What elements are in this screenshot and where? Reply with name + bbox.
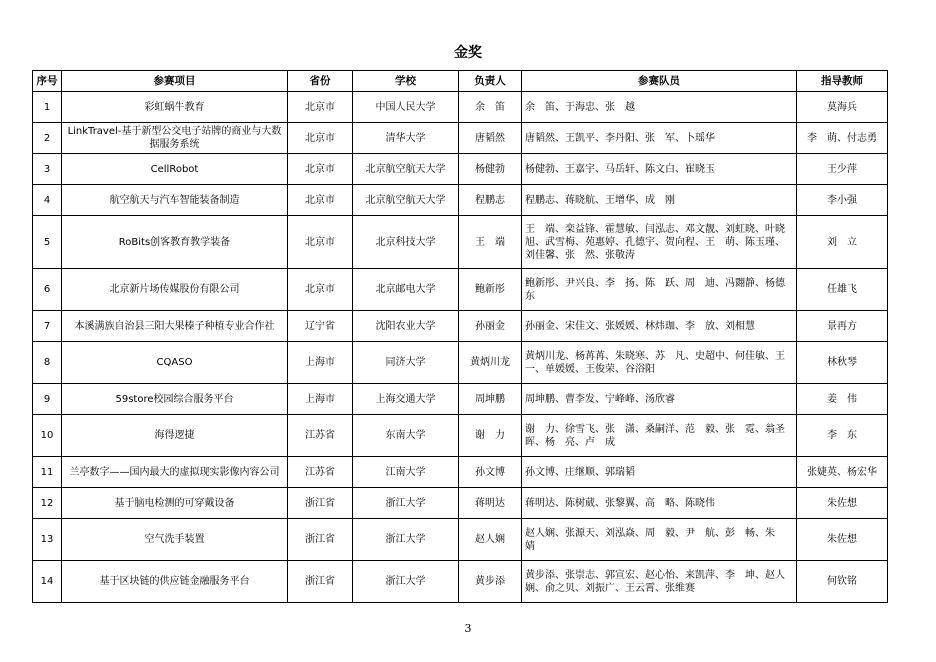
cell-advisor: 李 萌、付志勇	[797, 123, 888, 154]
cell-no: 14	[33, 561, 62, 603]
cell-project: 本溪满族自治县三阳大果榛子种植专业合作社	[62, 311, 288, 342]
cell-school: 上海交通大学	[353, 384, 459, 415]
cell-members: 杨健勃、王嘉宇、马岳轩、陈文白、崔晓玉	[522, 154, 797, 185]
table-row	[33, 342, 888, 384]
cell-school: 浙江大学	[353, 488, 459, 519]
cell-province: 北京市	[288, 269, 353, 311]
page-title: 金奖	[454, 45, 482, 61]
cell-province: 辽宁省	[288, 311, 353, 342]
cell-leader: 鲍新彤	[459, 269, 522, 311]
cell-province: 上海市	[288, 384, 353, 415]
cell-province: 浙江省	[288, 519, 353, 561]
cell-project: RoBits创客教育教学装备	[62, 216, 288, 269]
cell-advisor: 任雄飞	[797, 269, 888, 311]
cell-leader: 周坤鹏	[459, 384, 522, 415]
cell-no: 10	[33, 415, 62, 457]
cell-members: 赵人娴、张源天、刘泓焱、周 毅、尹 航、彭 畅、朱 婧	[522, 519, 797, 561]
cell-project: 基于区块链的供应链金融服务平台	[62, 561, 288, 603]
cell-members: 孙丽金、宋佳文、张媛媛、林炜珈、李 放、刘相慧	[522, 311, 797, 342]
cell-leader: 孙文博	[459, 457, 522, 488]
cell-province: 江苏省	[288, 457, 353, 488]
cell-province: 江苏省	[288, 415, 353, 457]
page-number: 3	[464, 622, 472, 635]
cell-members: 谢 力、徐雪飞、张 潇、桑嗣洋、范 毅、张 霓、翁圣晖、杨 亮、卢 成	[522, 415, 797, 457]
cell-project: 兰亭数字——国内最大的虚拟现实影像内容公司	[62, 457, 288, 488]
cell-project: 空气洗手装置	[62, 519, 288, 561]
cell-school: 北京航空航天大学	[353, 154, 459, 185]
cell-project: 59store校园综合服务平台	[62, 384, 288, 415]
cell-province: 浙江省	[288, 488, 353, 519]
table-row	[33, 123, 888, 154]
cell-school: 北京航空航天大学	[353, 185, 459, 216]
cell-province: 北京市	[288, 154, 353, 185]
cell-province: 浙江省	[288, 561, 353, 603]
table-row	[33, 92, 888, 123]
cell-school: 清华大学	[353, 123, 459, 154]
cell-province: 北京市	[288, 185, 353, 216]
table-row	[33, 311, 888, 342]
cell-members: 孙文博、庄继顺、郭瑞韬	[522, 457, 797, 488]
table-row	[33, 185, 888, 216]
header-row	[33, 71, 888, 92]
cell-leader: 蒋明达	[459, 488, 522, 519]
cell-advisor: 刘 立	[797, 216, 888, 269]
cell-school: 东南大学	[353, 415, 459, 457]
cell-members: 鲍新彤、尹兴良、李 扬、陈 跃、周 迪、冯翾静、杨德东	[522, 269, 797, 311]
cell-project: LinkTravel-基于新型公交电子站牌的商业与大数据服务系统	[62, 123, 288, 154]
cell-members: 程鹏志、蒋晓航、王增华、成 刚	[522, 185, 797, 216]
table-row	[33, 216, 888, 269]
cell-no: 1	[33, 92, 62, 123]
cell-province: 北京市	[288, 92, 353, 123]
table-row	[33, 519, 888, 561]
cell-project: 海得逻捷	[62, 415, 288, 457]
cell-no: 11	[33, 457, 62, 488]
col-header-project: 参赛项目	[62, 71, 288, 92]
cell-no: 7	[33, 311, 62, 342]
cell-project: 航空航天与汽车智能装备制造	[62, 185, 288, 216]
cell-school: 浙江大学	[353, 519, 459, 561]
cell-advisor: 王少萍	[797, 154, 888, 185]
cell-advisor: 何钦铭	[797, 561, 888, 603]
cell-members: 王 端、栾益锋、霍慧敏、闫泓志、邓文靓、刘虹晓、叶晓旭、武雪梅、苑惠婷、孔德宇、贺向程、王 萌、陈玉瑾、刘佳馨、张 然、张敬涛	[522, 216, 797, 269]
cell-school: 浙江大学	[353, 561, 459, 603]
col-header-members: 参赛队员	[522, 71, 797, 92]
cell-project: 北京新片场传媒股份有限公司	[62, 269, 288, 311]
cell-no: 12	[33, 488, 62, 519]
awards-table	[32, 70, 888, 603]
table-row	[33, 561, 888, 603]
cell-members: 黄步添、张崇志、郭宣宏、赵心怡、来凯萍、李 坤、赵人娴、俞之贝、刘振广、王云霄、张维赛	[522, 561, 797, 603]
col-header-no: 序号	[33, 71, 62, 92]
cell-leader: 赵人娴	[459, 519, 522, 561]
cell-province: 上海市	[288, 342, 353, 384]
cell-no: 9	[33, 384, 62, 415]
cell-members: 周坤鹏、曹李发、宁峰峰、汤欣睿	[522, 384, 797, 415]
cell-advisor: 李 东	[797, 415, 888, 457]
cell-leader: 孙丽金	[459, 311, 522, 342]
cell-leader: 余 笛	[459, 92, 522, 123]
cell-province: 北京市	[288, 123, 353, 154]
cell-school: 北京科技大学	[353, 216, 459, 269]
cell-school: 中国人民大学	[353, 92, 459, 123]
table-row	[33, 384, 888, 415]
col-header-advisor: 指导教师	[797, 71, 888, 92]
cell-advisor: 莫海兵	[797, 92, 888, 123]
cell-project: 彩虹蜗牛教育	[62, 92, 288, 123]
cell-advisor: 李小强	[797, 185, 888, 216]
cell-no: 8	[33, 342, 62, 384]
cell-advisor: 朱佐想	[797, 488, 888, 519]
table-row	[33, 488, 888, 519]
cell-members: 唐韬然、王凯平、李丹阳、张 军、卜瑶华	[522, 123, 797, 154]
cell-leader: 程鹏志	[459, 185, 522, 216]
cell-advisor: 景再方	[797, 311, 888, 342]
cell-advisor: 张婕英、杨宏华	[797, 457, 888, 488]
cell-no: 4	[33, 185, 62, 216]
cell-leader: 王 端	[459, 216, 522, 269]
cell-project: 基于脑电检测的可穿戴设备	[62, 488, 288, 519]
table-row	[33, 269, 888, 311]
col-header-school: 学校	[353, 71, 459, 92]
cell-no: 6	[33, 269, 62, 311]
table-row	[33, 154, 888, 185]
table-row	[33, 415, 888, 457]
col-header-province: 省份	[288, 71, 353, 92]
cell-advisor: 朱佐想	[797, 519, 888, 561]
cell-leader: 杨健勃	[459, 154, 522, 185]
cell-leader: 唐韬然	[459, 123, 522, 154]
cell-school: 同济大学	[353, 342, 459, 384]
cell-leader: 谢 力	[459, 415, 522, 457]
cell-school: 江南大学	[353, 457, 459, 488]
col-header-leader: 负责人	[459, 71, 522, 92]
cell-project: CQASO	[62, 342, 288, 384]
cell-members: 蒋明达、陈树葳、张黎翼、高 略、陈晓伟	[522, 488, 797, 519]
cell-no: 5	[33, 216, 62, 269]
cell-leader: 黄步添	[459, 561, 522, 603]
cell-advisor: 姜 伟	[797, 384, 888, 415]
cell-no: 13	[33, 519, 62, 561]
table-row	[33, 457, 888, 488]
cell-members: 黄炳川龙、杨苒苒、朱晓寒、苏 凡、史超中、何佳敏、王一、单媛媛、王俊荣、谷浴阳	[522, 342, 797, 384]
cell-leader: 黄炳川龙	[459, 342, 522, 384]
cell-no: 3	[33, 154, 62, 185]
cell-project: CellRobot	[62, 154, 288, 185]
cell-no: 2	[33, 123, 62, 154]
cell-advisor: 林秋琴	[797, 342, 888, 384]
cell-members: 余 笛、于海忠、张 越	[522, 92, 797, 123]
cell-school: 沈阳农业大学	[353, 311, 459, 342]
cell-school: 北京邮电大学	[353, 269, 459, 311]
cell-province: 北京市	[288, 216, 353, 269]
